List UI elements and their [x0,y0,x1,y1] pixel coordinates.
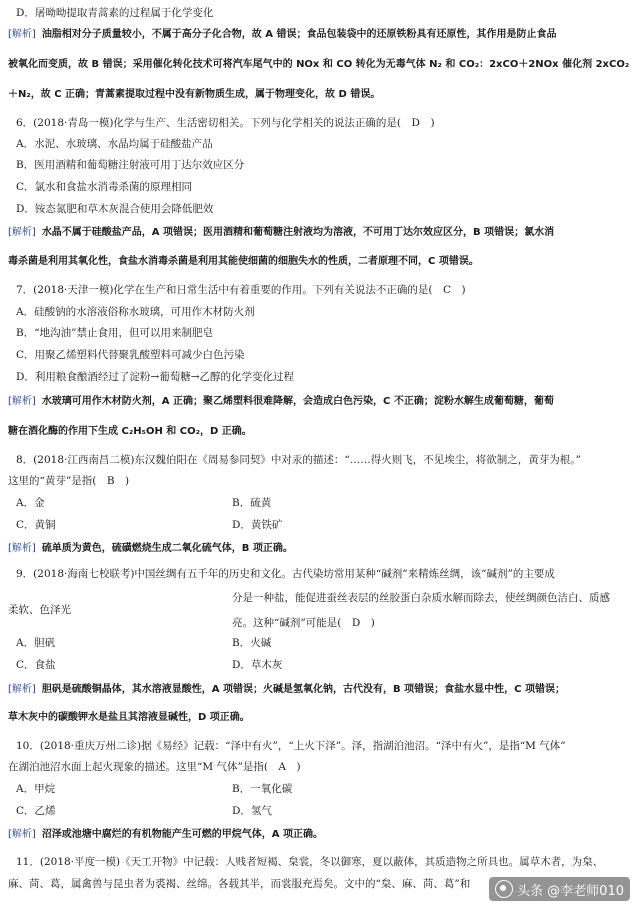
q8-option-a: A．金 [16,497,45,509]
q7-option-a: A．硅酸钠的水溶液俗称水玻璃，可用作木材防火剂 [16,306,255,318]
analysis-tag: [ 解析 ] [8,396,36,407]
q6-option-b: B．医用酒精和葡萄糖注射液可用丁达尔效应区分 [16,159,245,171]
q10-option-a: A．甲烷 [16,783,56,795]
camera-icon [495,880,513,898]
analysis-tag: [ 解析 ] [8,543,36,554]
question-10-line-2: 在湖泊池沼水面上起火现象的描述。这里“M 气体”是指( A ) [8,761,301,773]
question-9-line-4: 亮。这种“碱剂”可能是( D ) [232,617,375,629]
question-8-line-2: 这里的“黄芽”是指( B ) [8,475,130,487]
analysis-tag: [ 解析 ] [8,829,36,840]
q9-option-b: B．火碱 [232,637,272,649]
analysis-tag: [ 解析 ] [8,227,36,238]
question-6: 6．(2018·青岛一模)化学与生产、生活密切相关。下列与化学相关的说法正确的是( D ) [16,117,435,129]
question-10-line-1: 10．(2018·重庆万州二诊)据《易经》记载：“泽中有火”，“上火下泽”。泽，指湖泊池沼。“泽中有火”，是指“M 气体” [16,740,566,752]
question-8-line-1: 8．(2018·江西南昌二模)东汉魏伯阳在《周易参同契》中对汞的描述：“……得火则飞，不见埃尘，将欲制之，黄芽为根。” [16,454,581,466]
question-11-line-2: 麻、苘、葛，属禽兽与昆虫者为裘褐、丝绵。各载其半，而裳服充焉矣。文中的“枲、麻、苘、葛”和 [8,878,471,890]
analysis-8: [ 解析 ] 硫单质为黄色，硫磺燃烧生成二氧化硫气体，B 项正确。 [8,542,632,556]
q8-option-d: D．黄铁矿 [232,519,283,531]
question-11-line-1: 11．(2018·平度一模)《天工开物》中记载：人贱者短褐、枲裳，冬以御寒，夏以蔽体，其质造物之所具也。属草木者，为枲、 [16,856,604,868]
question-7: 7．(2018·天津一模)化学在生产和日常生活中有着重要的作用。下列有关说法不正确的是( C ) [16,284,466,296]
q8-option-b: B．硫黄 [232,497,272,509]
analysis-prev-line-2: 被氧化而变质，故 B 错误；采用催化转化技术可将汽车尾气中的 NOx 和 CO 转化为无毒气体 N₂ 和 CO₂：2xCO＋2NOx 催化剂 2xCO₂ [8,59,630,70]
analysis-6-line-1: [ 解析 ] 水晶不属于硅酸盐产品，A 项错误；医用酒精和葡萄糖注射液均为溶液，不可用丁达尔效应区分，B 项错误；氯水消 [8,226,632,240]
analysis-9-line-1: [ 解析 ] 胆矾是硫酸铜晶体，其水溶液显酸性，A 项错误；火碱是氢氧化钠，古代没有，B 项错误；食盐水显中性，C 项错误； [8,683,632,697]
analysis-7-line-1: [ 解析 ] 水玻璃可用作木材防火剂，A 正确；聚乙烯塑料很难降解，会造成白色污染，C 不正确；淀粉水解生成葡萄糖，葡萄 [8,395,632,409]
q6-option-c: C．氯水和食盐水消毒杀菌的原理相同 [16,181,193,193]
q9-option-a: A．胆矾 [16,637,56,649]
analysis-tag: [ 解析 ] [8,29,36,40]
q7-option-d: D．利用粮食酿酒经过了淀粉→葡萄糖→乙醇的化学变化过程 [16,371,295,383]
q8-option-c: C．黄铜 [16,519,56,531]
q10-option-d: D．氢气 [232,805,272,817]
q7-option-b: B．“地沟油”禁止食用，但可以用来制肥皂 [16,327,213,339]
question-9-line-2: 分是一种盐，能促进蚕丝表层的丝胶蛋白杂质水解而除去，使丝绸颜色洁白、质感 [232,592,610,604]
analysis-prev-line-1: [ 解析 ] 油脂相对分子质量较小，不属于高分子化合物，故 A 错误；食品包装袋中的还原铁粉具有还原性，其作用是防止食品 [8,28,632,42]
analysis-tag: [ 解析 ] [8,684,36,695]
question-9-line-1: 9．(2018·海南七校联考)中国丝绸有五千年的历史和文化。古代染坊常用某种“碱剂”来精炼丝绸，该“碱剂”的主要成 [16,568,555,580]
prev-option-d: D．屠呦呦提取青蒿素的过程属于化学变化 [16,7,214,19]
watermark-text: 头条 @李老师010 [517,883,624,899]
q9-option-d: D．草木灰 [232,659,283,671]
q10-option-c: C．乙烯 [16,805,56,817]
question-9-line-3: 柔软、色泽光 [8,604,71,616]
q6-option-a: A．水泥、水玻璃、水晶均属于硅酸盐产品 [16,138,213,150]
analysis-6-line-2: 毒杀菌是利用其氧化性，食盐水消毒杀菌是利用其能使细菌的细胞失水的性质，二者原理不同，C 项错误。 [8,256,479,267]
q9-option-c: C．食盐 [16,659,56,671]
analysis-prev-line-3: ＋N₂，故 C 正确；青蒿素提取过程中没有新物质生成，属于物理变化，故 D 错误。 [8,89,381,100]
analysis-7-line-2: 糖在酒化酶的作用下生成 C₂H₅OH 和 CO₂，D 正确。 [8,426,252,437]
q7-option-c: C．用聚乙烯塑料代替聚乳酸塑料可减少白色污染 [16,349,245,361]
watermark [489,877,630,901]
q6-option-d: D．铵态氮肥和草木灰混合使用会降低肥效 [16,203,214,215]
analysis-9-line-2: 草木灰中的碳酸钾水是盐且其溶液显碱性，D 项正确。 [8,712,250,723]
analysis-10: [ 解析 ] 沼泽或池塘中腐烂的有机物能产生可燃的甲烷气体，A 项正确。 [8,828,632,842]
q10-option-b: B．一氧化碳 [232,783,293,795]
